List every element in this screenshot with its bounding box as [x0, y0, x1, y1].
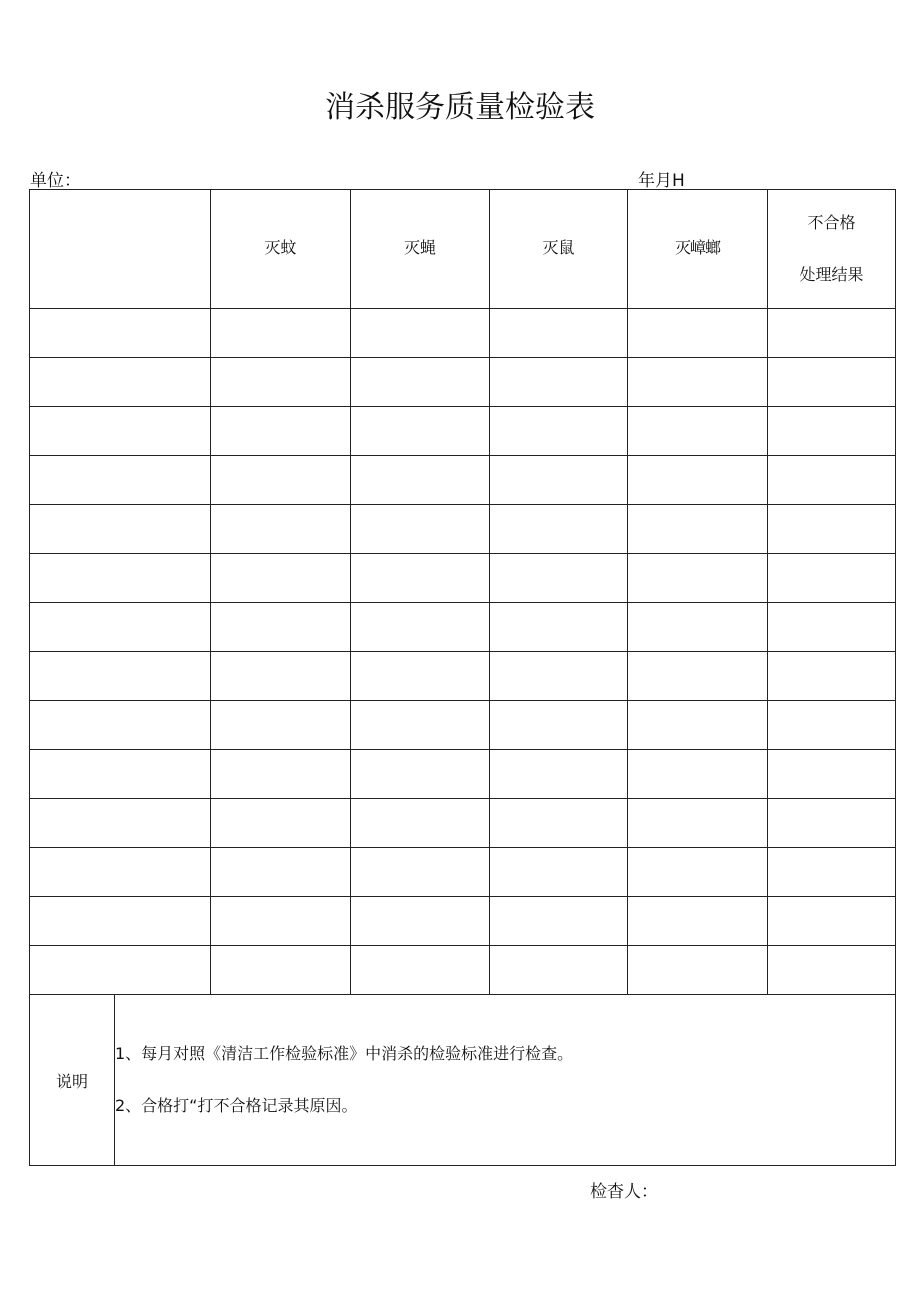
table-row	[30, 456, 896, 505]
table-cell[interactable]	[351, 407, 490, 456]
notes-label: 说明	[30, 995, 115, 1166]
inspector-label: 检杳人：	[590, 1182, 658, 1202]
table-cell[interactable]	[768, 554, 896, 603]
table-cell[interactable]	[768, 407, 896, 456]
table-cell[interactable]	[768, 309, 896, 358]
table-cell[interactable]	[490, 603, 628, 652]
table-cell[interactable]	[30, 505, 211, 554]
date-label: 年月H	[638, 171, 685, 191]
table-cell[interactable]	[351, 309, 490, 358]
table-cell[interactable]	[30, 603, 211, 652]
table-cell[interactable]	[211, 309, 351, 358]
table-cell[interactable]	[628, 799, 768, 848]
table-cell[interactable]	[351, 554, 490, 603]
table-row	[30, 701, 896, 750]
table-cell[interactable]	[30, 946, 211, 995]
table-cell[interactable]	[768, 701, 896, 750]
table-cell[interactable]	[490, 456, 628, 505]
table-cell[interactable]	[768, 946, 896, 995]
table-cell[interactable]	[628, 358, 768, 407]
table-cell[interactable]	[30, 309, 211, 358]
table-cell[interactable]	[628, 946, 768, 995]
table-row	[30, 358, 896, 407]
table-cell[interactable]	[628, 456, 768, 505]
table-cell[interactable]	[211, 652, 351, 701]
header-label-line-2: 处理结果	[799, 265, 864, 284]
table-cell[interactable]	[351, 897, 490, 946]
table-row	[30, 554, 896, 603]
table-cell[interactable]	[211, 750, 351, 799]
header-label: 灭嶂螂	[674, 237, 720, 257]
table-cell[interactable]	[490, 750, 628, 799]
header-cell-mosquito	[211, 190, 351, 309]
header-label: 灭鼠	[542, 237, 575, 257]
table-cell[interactable]	[490, 554, 628, 603]
table-cell[interactable]	[211, 701, 351, 750]
table-row	[30, 946, 896, 995]
table-cell[interactable]	[628, 848, 768, 897]
table-cell[interactable]	[490, 407, 628, 456]
header-label-line-1: 不合格	[807, 213, 856, 232]
table-cell[interactable]	[768, 799, 896, 848]
table-body	[30, 309, 896, 995]
table-cell[interactable]	[351, 799, 490, 848]
header-cell-cockroach	[628, 190, 768, 309]
table-cell[interactable]	[768, 750, 896, 799]
table-cell[interactable]	[490, 358, 628, 407]
table-cell[interactable]	[628, 603, 768, 652]
table-cell[interactable]	[351, 603, 490, 652]
header-cell-blank	[30, 190, 211, 309]
table-cell[interactable]	[628, 897, 768, 946]
table-cell[interactable]	[628, 505, 768, 554]
table-row	[30, 652, 896, 701]
table-cell[interactable]	[768, 652, 896, 701]
table-cell[interactable]	[628, 309, 768, 358]
table-cell[interactable]	[490, 897, 628, 946]
table-cell[interactable]	[211, 554, 351, 603]
table-cell[interactable]	[211, 505, 351, 554]
table-cell[interactable]	[30, 799, 211, 848]
table-cell[interactable]	[490, 505, 628, 554]
table-cell[interactable]	[768, 456, 896, 505]
table-cell[interactable]	[490, 701, 628, 750]
table-cell[interactable]	[490, 799, 628, 848]
table-row	[30, 750, 896, 799]
table-cell[interactable]	[351, 750, 490, 799]
header-cell-fly	[351, 190, 490, 309]
table-cell[interactable]	[490, 652, 628, 701]
table-row	[30, 407, 896, 456]
note-item-1: 1、每月对照《清洁工作检验标准》中消杀的检验标准进行检查。	[115, 1044, 574, 1063]
note-item-2: 2、合格打“打不合格记录其原因。	[115, 1096, 358, 1115]
table-cell[interactable]	[30, 407, 211, 456]
header-row	[30, 190, 896, 309]
table-cell[interactable]	[211, 799, 351, 848]
notes-row	[30, 995, 896, 1166]
table-row	[30, 799, 896, 848]
table-row	[30, 603, 896, 652]
table-cell[interactable]	[490, 848, 628, 897]
table-cell[interactable]	[351, 701, 490, 750]
table-cell[interactable]	[768, 603, 896, 652]
header-cell-result	[768, 190, 896, 309]
table-cell[interactable]	[351, 848, 490, 897]
table-cell[interactable]	[628, 701, 768, 750]
table-cell[interactable]	[351, 946, 490, 995]
table-row	[30, 848, 896, 897]
table-cell[interactable]	[30, 554, 211, 603]
table-cell[interactable]	[768, 848, 896, 897]
table-cell[interactable]	[490, 946, 628, 995]
table-cell[interactable]	[768, 505, 896, 554]
header-label: 灭蚊	[264, 237, 297, 257]
table-cell[interactable]	[768, 358, 896, 407]
table-row	[30, 505, 896, 554]
table-cell[interactable]	[211, 358, 351, 407]
table-cell[interactable]	[211, 946, 351, 995]
inspection-table	[29, 189, 896, 1166]
table-cell[interactable]	[211, 407, 351, 456]
table-cell[interactable]	[30, 897, 211, 946]
table-cell[interactable]	[628, 554, 768, 603]
table-cell[interactable]	[30, 750, 211, 799]
table-cell[interactable]	[351, 358, 490, 407]
table-cell[interactable]	[30, 456, 211, 505]
document-title: 消杀服务质量检验表	[325, 90, 595, 125]
table-cell[interactable]	[351, 456, 490, 505]
header-label: 灭蝇	[403, 237, 436, 257]
table-cell[interactable]	[628, 652, 768, 701]
notes-body	[115, 995, 896, 1166]
table-row	[30, 897, 896, 946]
table-cell[interactable]	[628, 407, 768, 456]
table-cell[interactable]	[30, 701, 211, 750]
table-cell[interactable]	[211, 456, 351, 505]
table-cell[interactable]	[211, 603, 351, 652]
table-cell[interactable]	[211, 848, 351, 897]
table-cell[interactable]	[211, 897, 351, 946]
table-cell[interactable]	[490, 309, 628, 358]
table-cell[interactable]	[30, 652, 211, 701]
table-cell[interactable]	[30, 358, 211, 407]
table-cell[interactable]	[30, 848, 211, 897]
header-cell-rat	[490, 190, 628, 309]
table-cell[interactable]	[351, 505, 490, 554]
table-cell[interactable]	[768, 897, 896, 946]
unit-label: 单位：	[30, 171, 81, 191]
table-row	[30, 309, 896, 358]
table-cell[interactable]	[628, 750, 768, 799]
table-cell[interactable]	[351, 652, 490, 701]
